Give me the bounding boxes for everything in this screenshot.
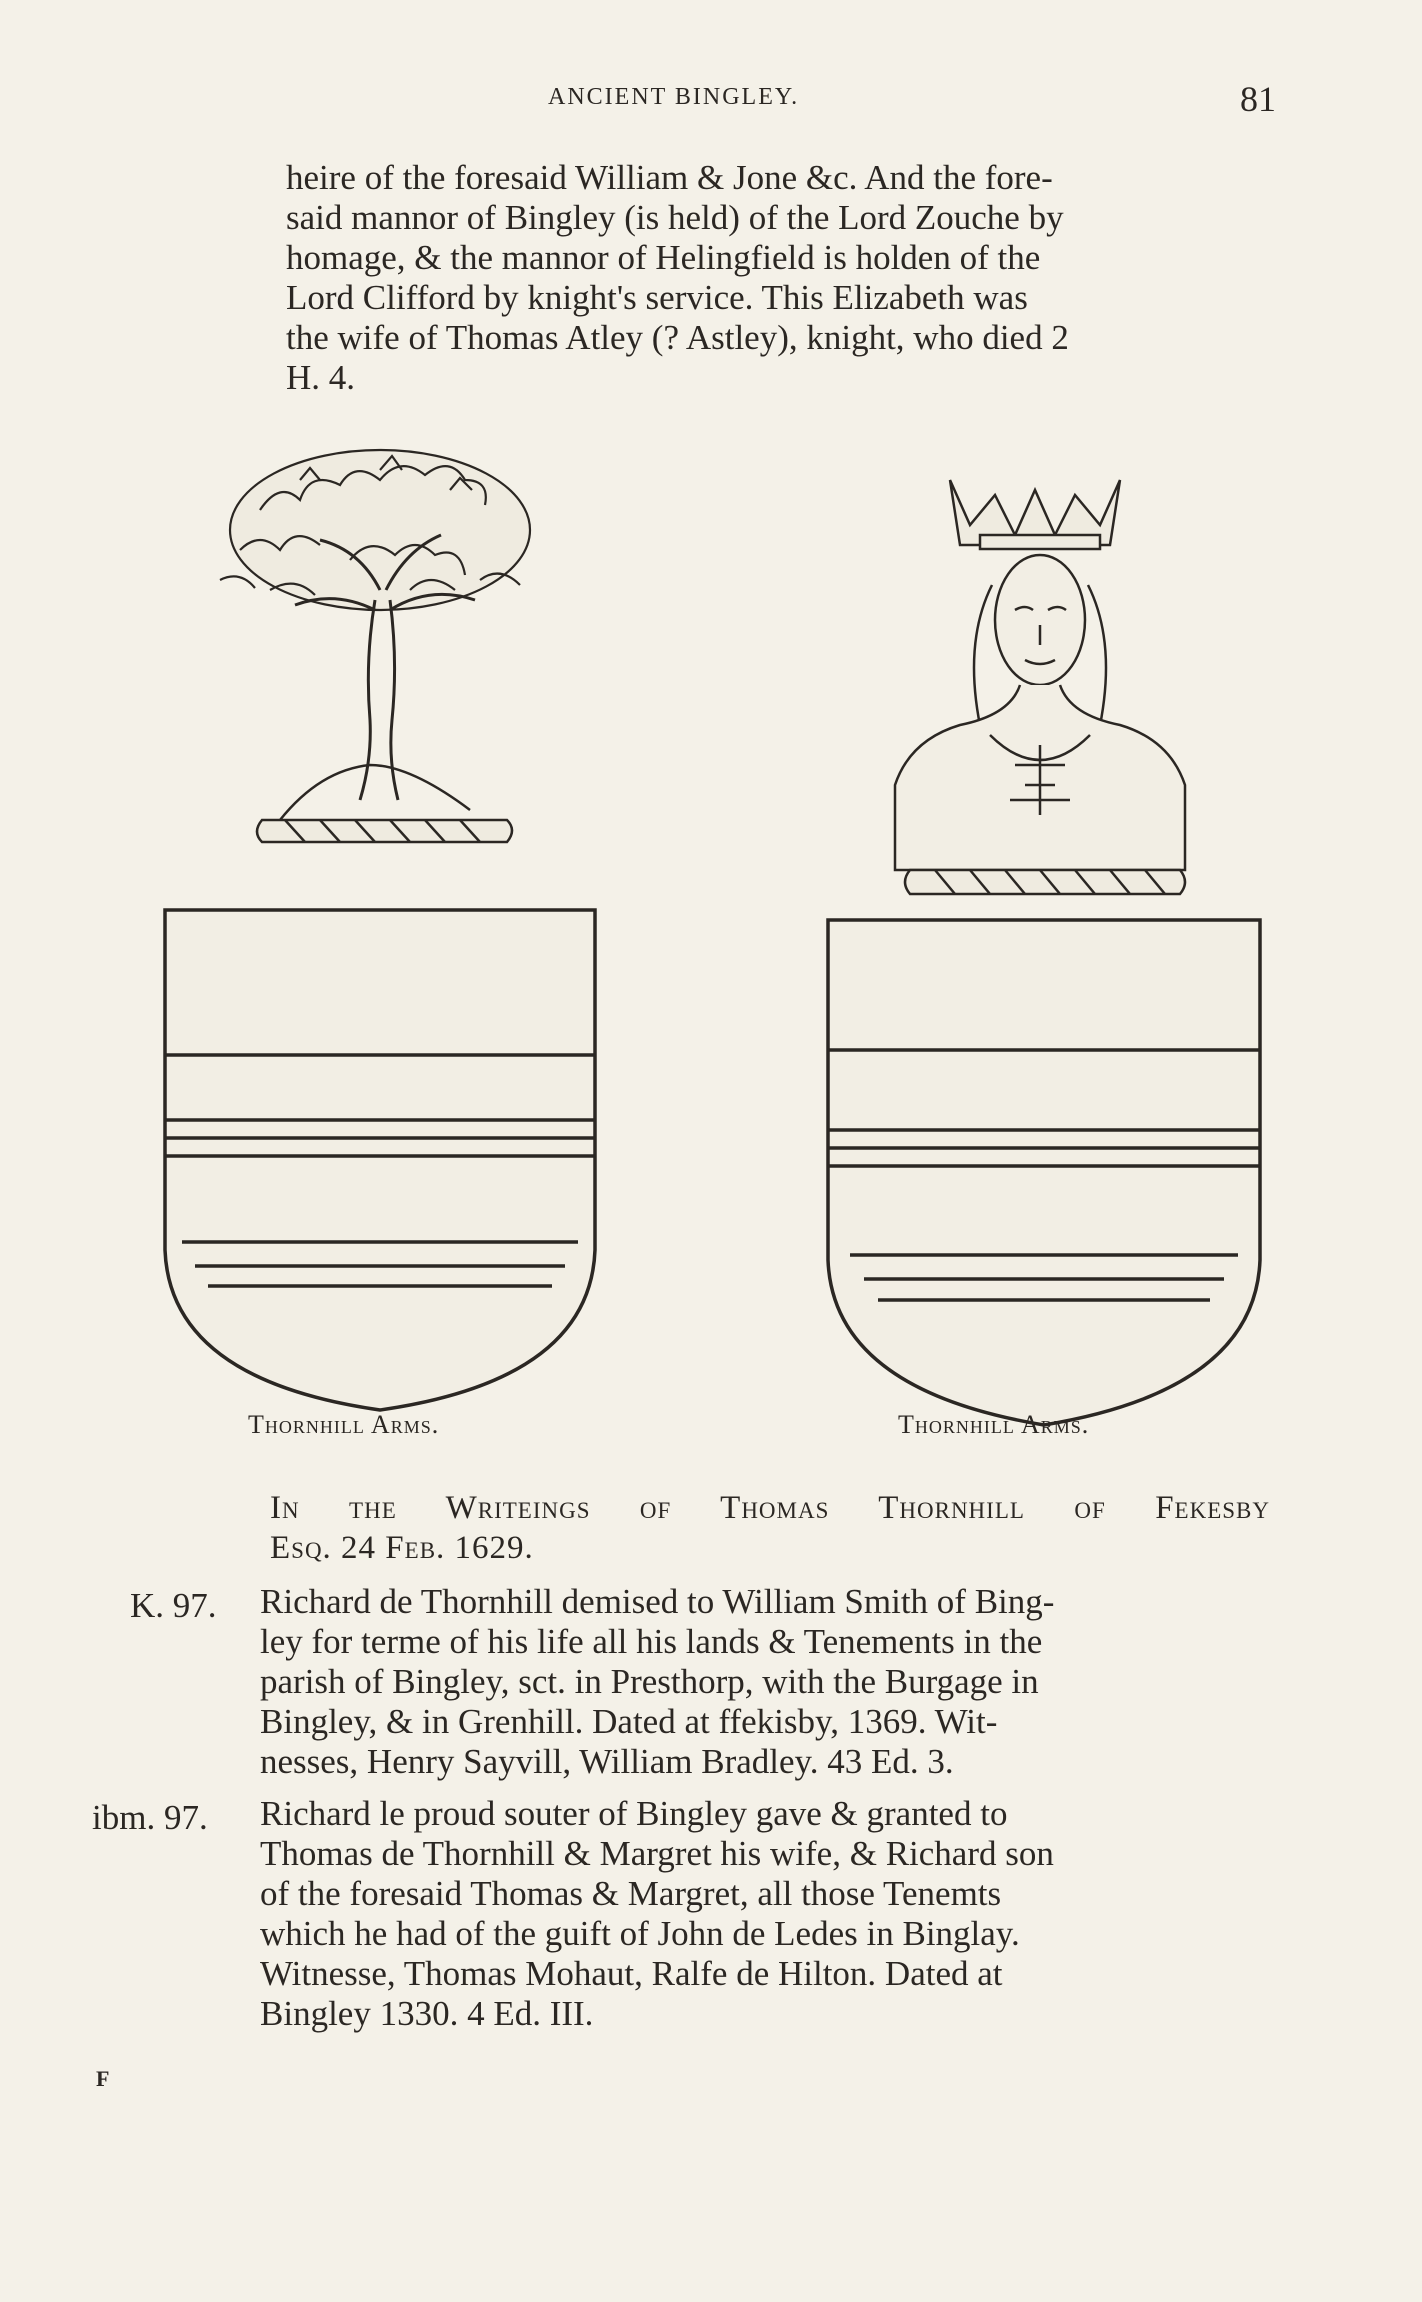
text-line: Lord Clifford by knight's service. This Elizabeth was (286, 278, 1028, 317)
text-line: heire of the foresaid William & Jone &c. And the fore- (286, 158, 1053, 197)
running-head: ANCIENT BINGLEY. (548, 84, 800, 110)
text-line: Bingley, & in Grenhill. Dated at ffekisby, 1369. Wit- (260, 1702, 998, 1741)
text-line: the wife of Thomas Atley (? Astley), knight, who died 2 (286, 318, 1069, 357)
text-line: parish of Bingley, sct. in Presthorp, with the Burgage in (260, 1662, 1039, 1701)
entry-1-text (260, 1582, 1260, 1782)
crowned-maiden-crest-illustration (820, 445, 1280, 1405)
text-line: Richard de Thornhill demised to William Smith of Bing- (260, 1582, 1055, 1621)
text-line: ley for terme of his life all his lands & Tenements in the (260, 1622, 1043, 1661)
paragraph-1 (286, 158, 1280, 398)
signature-mark: F (96, 2066, 110, 2091)
thornhill-arms-left (150, 440, 610, 1405)
figure-caption-left: Thornhill Arms. (248, 1410, 440, 1439)
entry-reference: K. 97. (130, 1586, 217, 1625)
thornhill-arms-right (820, 445, 1280, 1410)
section-heading (270, 1488, 1270, 1568)
text-line: H. 4. (286, 358, 356, 397)
text-line: nesses, Henry Sayvill, William Bradley. 43 Ed. 3. (260, 1742, 954, 1781)
section-heading-line-1: In the Writeings of Thomas Thornhill of Fekesby (270, 1490, 1270, 1526)
text-line: Bingley 1330. 4 Ed. III. (260, 1994, 594, 2033)
text-line: Richard le proud souter of Bingley gave & granted to (260, 1794, 1008, 1833)
text-line: which he had of the guift of John de Ledes in Binglay. (260, 1914, 1020, 1953)
oak-tree-crest-illustration (150, 440, 610, 1400)
text-line: Witnesse, Thomas Mohaut, Ralfe de Hilton. Dated at (260, 1954, 1003, 1993)
section-heading-line-2: Esq. 24 Feb. 1629. (270, 1530, 534, 1566)
entry-reference: ibm. 97. (92, 1798, 208, 1837)
text-line: homage, & the mannor of Helingfield is holden of the (286, 238, 1041, 277)
entry-2-text (260, 1794, 1260, 2034)
text-line: Thomas de Thornhill & Margret his wife, & Richard son (260, 1834, 1054, 1873)
page-number: 81 (1240, 79, 1276, 119)
text-line: of the foresaid Thomas & Margret, all those Tenemts (260, 1874, 1002, 1913)
text-line: said mannor of Bingley (is held) of the Lord Zouche by (286, 198, 1064, 237)
figure-caption-right: Thornhill Arms. (898, 1410, 1090, 1439)
